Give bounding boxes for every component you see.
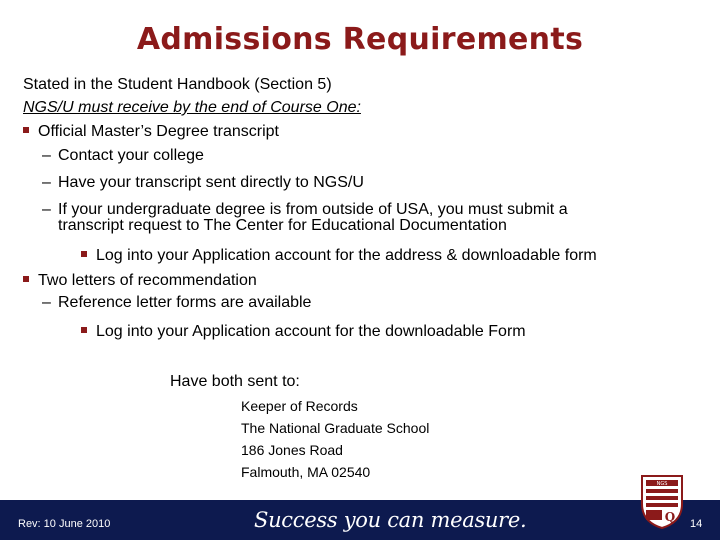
tagline: Success you can measure.	[254, 508, 527, 532]
subbullet-foreign-line2: transcript request to The Center for Educational Documentation	[58, 217, 507, 234]
subsub-login-address-label: Log into your Application account for the address & downloadable form	[96, 247, 597, 264]
dash-icon: –	[42, 201, 51, 218]
dash-icon: –	[42, 174, 51, 191]
bullet-square-icon	[23, 276, 29, 282]
page-number: 14	[690, 518, 703, 530]
slide-title: Admissions Requirements	[136, 22, 584, 57]
subbullet-forms	[42, 293, 311, 313]
dash-icon: –	[42, 294, 51, 311]
subbullet-forms-label: Reference letter forms are available	[58, 294, 312, 311]
dash-icon: –	[42, 147, 51, 164]
subbullet-send-label: Have your transcript sent directly to NGS/U	[58, 174, 364, 191]
address-line-4: Falmouth, MA 02540	[241, 464, 371, 480]
bullet-transcript	[23, 122, 279, 142]
subsub-login-address	[81, 246, 597, 266]
bullet-letters	[23, 271, 257, 291]
crest-label: NGS	[656, 481, 668, 487]
address-line-1: Keeper of Records	[241, 398, 358, 414]
revision-date: Rev: 10 June 2010	[18, 518, 111, 530]
crest-letter: Q	[664, 510, 676, 524]
subsub-login-form-label: Log into your Application account for the downloadable Form	[96, 323, 526, 340]
bullet-square-icon	[23, 127, 29, 133]
bullet-square-icon	[81, 327, 87, 333]
subbullet-contact	[42, 146, 204, 166]
bullet-square-icon	[81, 251, 87, 257]
subbullet-send	[42, 173, 364, 193]
intro-text: Stated in the Student Handbook (Section 5)	[23, 76, 332, 93]
send-to-label: Have both sent to:	[170, 373, 300, 390]
subbullet-contact-label: Contact your college	[58, 147, 204, 164]
subsub-login-form	[81, 322, 526, 342]
school-crest-icon	[640, 474, 684, 530]
bullet-transcript-label: Official Master’s Degree transcript	[38, 123, 279, 140]
bullet-letters-label: Two letters of recommendation	[38, 272, 257, 289]
address-line-2: The National Graduate School	[241, 420, 430, 436]
deadline-text: NGS/U must receive by the end of Course One:	[23, 99, 361, 116]
address-line-3: 186 Jones Road	[241, 442, 343, 458]
subbullet-foreign-label-1: If your undergraduate degree is from outside of USA, you must submit a	[58, 201, 568, 218]
